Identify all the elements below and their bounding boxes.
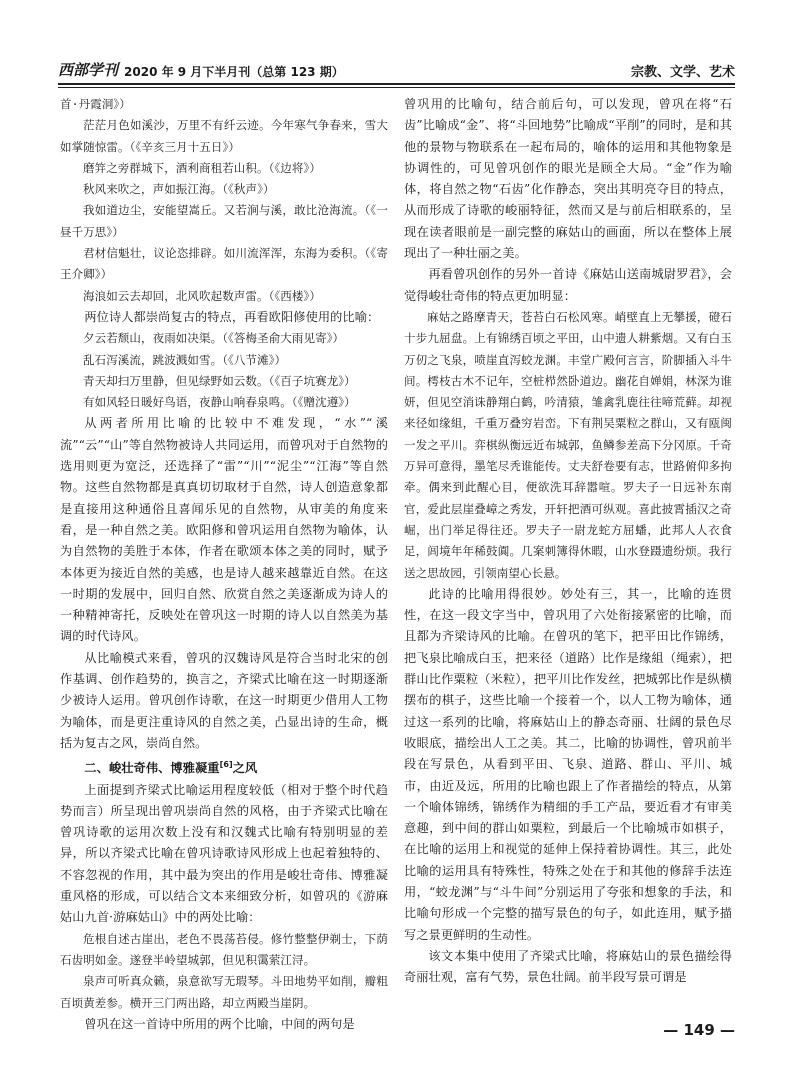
poem-quote: 磨笄之旁群城下，酒利商租若山积。（《边将》）	[83, 160, 321, 175]
left-column	[60, 94, 388, 1035]
body-paragraph: 从比喻模式来看，曾巩的汉魏诗风是符合当时北宋的创作基调、创作趋势的，换言之，齐梁式比喻在这一时期逐渐少被诗人运用。曾巩创作诗歌，在这一时期更少借用人工物为喻体，而是更注重诗风的自然之美，凸显出诗的生命，概括为复古之风，崇尚自然。	[60, 650, 388, 750]
page-number: — 149 —	[663, 1021, 735, 1039]
body-paragraph: 两位诗人都崇尚复古的特点，再看欧阳修使用的比喻：	[84, 309, 380, 324]
header-left	[58, 59, 344, 80]
poem-quote: 夕云若颓山，夜雨如决渠。（《答梅圣俞大雨见寄》）	[83, 331, 345, 346]
poem-quote: 危根自述古崖出，老色不畏荡苔侵。修竹整整伊剃士，下荫石齿明如金。遂登半岭望城郭，但见积霭萦江浔。	[60, 931, 388, 967]
citation-mark: [6]	[219, 760, 233, 770]
poem-quote: 麻姑之路摩青天，苍苔白石松风寒。峭壁直上无攀援，磴石十步九屈盘。上有锦绣百顷之平田，山中遗人耕紫烟。又有白玉万仞之飞泉，喷崖直泻蛟龙渊。丰堂广殿何言言，阶脚插入斗牛间。樗枝古木不记年，空桩栉然卧道边。幽花自婵娟，林深为谁妍，但见空消诛静翔白鹤，吟清猿，雏禽乳鹿往往啼荒藓。却视来径如缘組，千重万叠穷岩峦。下有荆吴粟粒之群山，又有瓯闽一发之平川。弈棋纵衡远近布城郭，鱼鳞参差高下分冈原。千奇万异可意得，墨笔尽秃谁能传。丈夫舒卷要有志，世路俯仰多拘牵。偶来到此醒心目，便欲洗耳辞嚣喧。罗夫子一日远补东南官，爱此层崖叠嶂之秀发，开轩把酒可纵观。喜此披霄插汉之奇崛，出门举足得往还。罗夫子一尉龙蛇方屈蟠，此邦人人衣食足，闾境年年稀鼓阗。几案刺簿得休暇，山水登蹑遗纷烦。我行送之思故园，引领南望心长悬。	[404, 309, 732, 580]
body-paragraph: 上面提到齐梁式比喻运用程度较低（相对于整个时代趋势而言）所呈现出曾巩崇尚自然的风格，由于齐梁式比喻在曾巩诗歌的运用次数上没有和汉魏式比喻有特别明显的差异，所以齐梁式比喻在曾巩诗歌诗风形成上也起着独特的、不容忽视的作用，其中最为突出的作用是峻壮奇伟、博雅凝重风格的形成，可以结合文本来细致分析，如曾巩的《游麻姑山九首·游麻姑山》中的两处比喻：	[60, 782, 388, 925]
body-paragraph: 曾巩用的比喻句，结合前后句，可以发现，曾巩在将“石齿”比喻成“金”、将“斗回地势”比喻成“平削”的同时，是和其他的景物与物联系在一起布局的，喻体的运用和其他物象是协调性的，可见曾巩创作的眼光是顾全大局。“金”作为喻体，将自然之物“石齿”化作静态，突出其明亮夺目的特点，从而形成了诗歌的峻丽特征，然而又是与前后相联系的，呈现在读者眼前是一副完整的麻姑山的画面，所以在整体上展现出了一种壮丽之美。	[404, 97, 732, 261]
header-rule-thick	[58, 83, 735, 85]
poem-quote: 乱石泻溪流，跳波溅如雪。（《八节滩》）	[83, 352, 287, 367]
journal-logo: 西部学刊	[58, 61, 119, 79]
poem-quote: 茫茫月色如溪沙，万里不有纤云迹。今年寒气争春来，雪大如掌随惊雷。（《辛亥三月十五日》）	[60, 118, 388, 154]
header-rule-thin	[58, 87, 735, 88]
page-header	[58, 58, 735, 80]
body-paragraph: 再看曾巩创作的另外一首诗《麻姑山送南城尉罗君》，会觉得峻壮奇伟的特点更加明显：	[404, 267, 732, 303]
body-paragraph: 曾巩在这一首诗中所用的两个比喻，中间的两句是	[84, 1016, 355, 1031]
poem-quote: 泉声可听真众籁，泉意欲写无瑕琴。斗田地势平如削，瓣粗百顷黄差参。横开三门两出路，却立两殿当崖阴。	[60, 974, 388, 1010]
section-heading-tail: 之风	[232, 761, 258, 776]
poem-quote: 首·丹霞洞》）	[60, 97, 131, 111]
poem-quote: 青天却扫万里静，但见绿野如云数。（《百子坑赛龙》）	[83, 373, 356, 388]
issue-info: 2020 年 9 月下半月刊（总第 123 期）	[124, 65, 344, 79]
poem-quote: 海浪如云去却回，北风吹起数声雷。（《西楼》）	[83, 288, 321, 303]
body-paragraph: 从两者所用比喻的比较中不难发现，“水”“溪流”“云”“山”等自然物被诗人共同运用，而曾巩对于自然物的选用则更为宽泛，还选择了“雷”“川”“泥尘”“江海”等自然物。这些自然物都是真真切切取材于自然，诗人创造意象都是直接用这种通俗且喜闻乐见的自然物，从审美的角度来看，是一种自然之美。欧阳修和曾巩运用自然物为喻体，认为自然物的美胜于本体，作者在歌颂本体之美的同时，赋予本体更为接近自然的美感，也是诗人越来越靠近自然。在这一时期的发展中，回归自然、欣赏自然之美逐渐成为诗人的一种精神寄托，反映处在曾巩这一时期的诗人以自然美为基调的时代诗风。	[60, 416, 388, 644]
section-heading	[60, 754, 388, 779]
body-paragraph: 此诗的比喻用得很妙。妙处有三，其一，比喻的连贯性，在这一段文字当中，曾巩用了六处衔接紧密的比喻，而且都为齐梁诗风的比喻。在曾巩的笔下，把平田比作锦绣，把飞泉比喻成白玉，把来径（道路）比作是缘組（绳索），把群山比作粟粒（米粒），把平川比作发丝，把城郭比作是纵横摆布的棋子，这些比喻一个接着一个，以人工物为喻体，通过这一系列的比喻，将麻姑山上的静态奇丽、壮阔的景色尽收眼底，描绘出人工之美。其二，比喻的协调性，曾巩前半段在写景色，从看到平田、飞泉、道路、群山、平川、城市，由近及远，所用的比喻也跟上了作者描绘的特点，从第一个喻体锦绣，锦绣作为精细的手工产品，要近看才有审美意趣，到中间的群山如粟粒，到最后一个比喻城市如棋子，在比喻的运用上和视觉的延伸上保持着协调性。其三，此处比喻的运用具有特殊性，特殊之处在于和其他的修辞手法连用，“蛟龙渊”与“斗牛间”分别运用了夸张和想象的手法，和比喻句形成一个完整的描写景色的句子，如此连用，赋予描写之景更鲜明的生动性。	[404, 586, 732, 942]
section-heading-text: 二、峻壮奇伟、博雅凝重	[84, 761, 220, 776]
section-name: 宗教、文学、艺术	[630, 65, 735, 80]
poem-quote: 有如风轻日暖好鸟语，夜静山响春泉鸣。（《赠沈遵》）	[83, 395, 356, 410]
poem-quote: 我如道边尘，安能望嵩丘。又若涧与溪，敢比沧海流。（《一昼千万思》）	[60, 203, 388, 239]
right-column	[404, 94, 732, 988]
poem-quote: 君材信魁壮，议论恣排辟。如川流浑浑，东海为委积。（《寄王介卿》）	[60, 246, 388, 282]
body-paragraph: 该文本集中使用了齐梁式比喻，将麻姑山的景色描绘得奇丽壮观，富有气势，景色壮阔。前半段写景可谓是	[404, 948, 732, 985]
poem-quote: 秋风来吹之，声如振江海。（《秋声》）	[83, 182, 275, 197]
